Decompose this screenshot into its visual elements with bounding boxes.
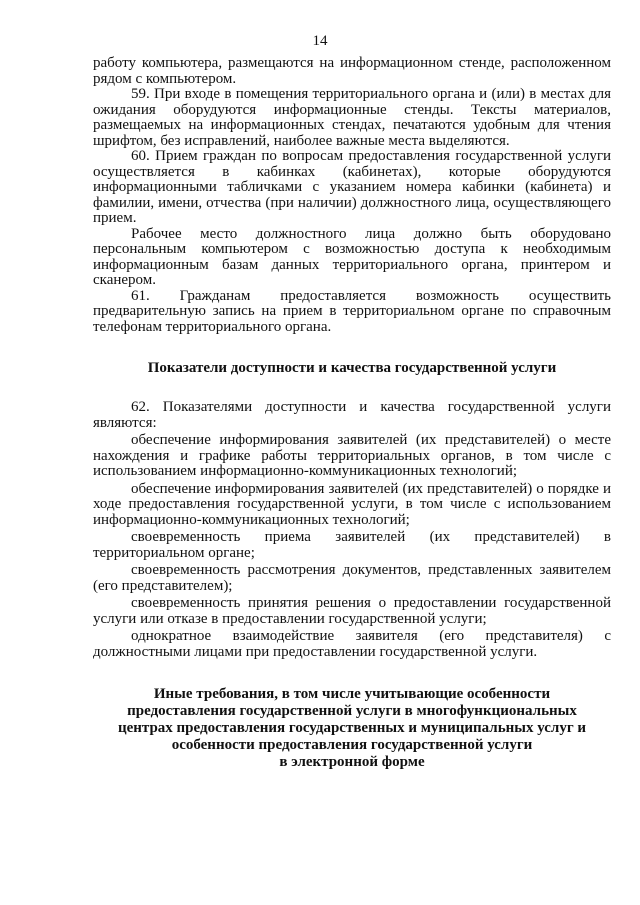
heading-line: центрах предоставления государственных и муниципальных услуг и [117, 720, 587, 736]
heading-line: в электронной форме [279, 754, 425, 770]
list-item: своевременность приема заявителей (их представителей) в территориальном органе; [93, 529, 611, 561]
paragraph-59: 59. При входе в помещения территориального органа и (или) в местах для ожидания оборудуются информационные стенды. Тексты материалов, размещаемых на информационных стендах, печатаются удобным для чтения шрифтом, без исправлений, наиболее важные места выделяются. [93, 86, 611, 149]
list-item: обеспечение информирования заявителей (их представителей) о месте нахождения и графике работы территориальных органов, в том числе с использованием информационно-коммуникационных технологий; [93, 432, 611, 479]
document-body [93, 56, 611, 771]
heading-line: особенности предоставления государственной услуги [171, 737, 533, 753]
paragraph-workplace: Рабочее место должностного лица должно быть оборудовано персональным компьютером с возможностью доступа к необходимым информационным базам данных территориального органа, принтером и сканером. [93, 225, 611, 288]
list-item: своевременность рассмотрения документов, представленных заявителем (его представителем); [93, 562, 611, 594]
paragraph-61: 61. Гражданам предоставляется возможность осуществить предварительную запись на прием в территориальном органе по справочным телефонам территориального органа. [93, 287, 611, 335]
list-item: своевременность принятия решения о предоставлении государственной услуги или отказе в предоставлении государственной услуги; [93, 595, 611, 627]
heading-line: Иные требования, в том числе учитывающие особенности [153, 686, 551, 702]
page-number: 14 [312, 33, 328, 49]
section-heading-other-requirements [93, 686, 611, 771]
paragraph-62: 62. Показателями доступности и качества государственной услуги являются: [93, 399, 611, 431]
heading-line: предоставления государственной услуги в многофункциональных [127, 703, 577, 719]
paragraph-60: 60. Прием граждан по вопросам предоставления государственной услуги осуществляется в кабинках (кабинетах), которые оборудуются информационными табличками с указанием номера кабинки (кабинета) и фамилии, имени, отчества (при наличии) должностного лица, осуществляющего прием. [93, 148, 611, 226]
section-heading-accessibility: Показатели доступности и качества государственной услуги [147, 360, 557, 376]
list-item: однократное взаимодействие заявителя (его представителя) с должностными лицами при предоставлении государственной услуги. [93, 628, 611, 660]
paragraph-continuation: работу компьютера, размещаются на информационном стенде, расположенном рядом с компьютером. [93, 55, 611, 87]
list-item: обеспечение информирования заявителей (их представителей) о порядке и ходе предоставления государственной услуги, в том числе с использованием информационно-коммуникационных технологий; [93, 480, 611, 528]
